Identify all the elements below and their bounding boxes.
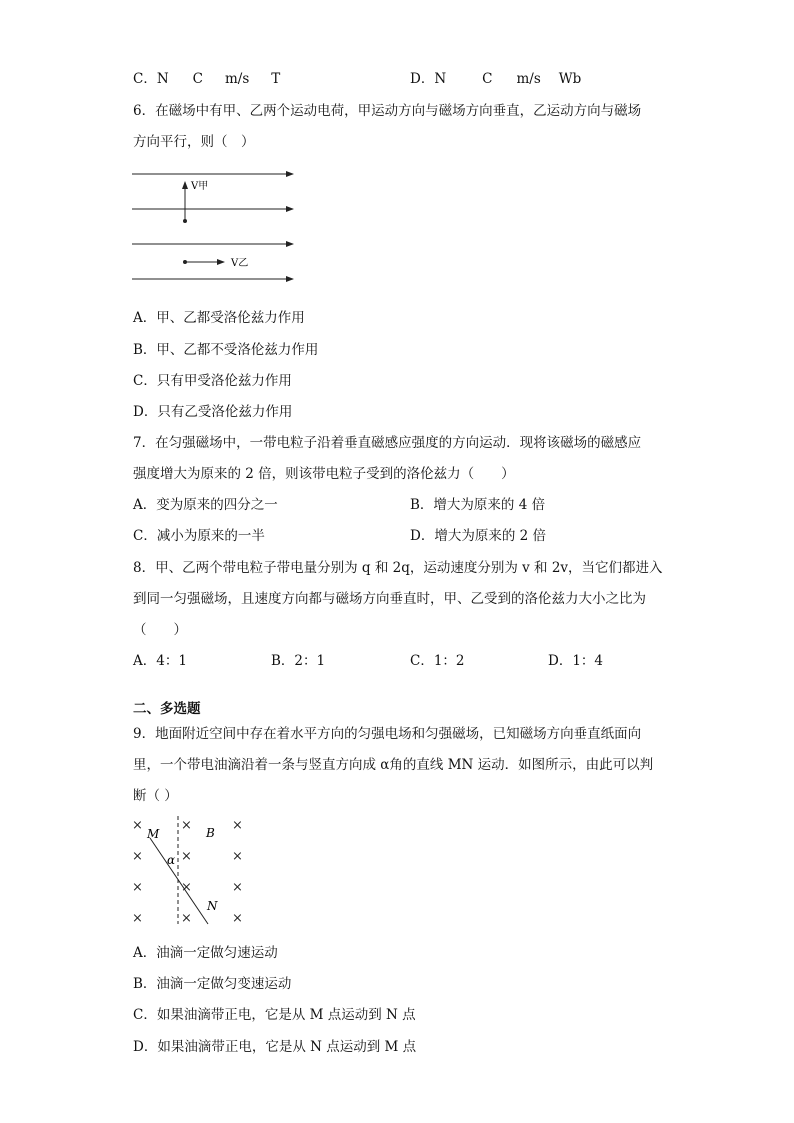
angle-alpha-label: α <box>167 853 176 867</box>
q5-option-c-label: C．N <box>133 71 169 87</box>
field-cross: × <box>181 880 192 895</box>
field-cross: × <box>181 818 192 833</box>
q5-option-d-label: D．N <box>410 71 447 87</box>
q8-stem-line-2: 到同一匀强磁场，且速度方向都与磁场方向垂直时，甲、乙受到的洛伦兹力大小之比为 <box>133 591 646 607</box>
q7-stem-line-1: 7．在匀强磁场中，一带电粒子沿着垂直磁感应强度的方向运动．现将该磁场的磁感应 <box>133 435 642 451</box>
q8-option-b: B．2：1 <box>271 653 326 669</box>
q7-option-b: B．增大为原来的 4 倍 <box>410 497 546 513</box>
q6-option-b: B．甲、乙都不受洛伦兹力作用 <box>133 342 319 358</box>
field-cross: × <box>132 849 143 864</box>
q5-option-d-unit-2: m/s <box>516 71 541 87</box>
point-m-label: M <box>147 827 160 841</box>
q7-option-c: C．减小为原来的一半 <box>133 528 265 544</box>
q6-option-d: D．只有乙受洛伦兹力作用 <box>133 404 293 420</box>
section-title-multiple-choice: 二、多选题 <box>133 701 201 717</box>
q6-stem-line-1: 6．在磁场中有甲、乙两个运动电荷，甲运动方向与磁场方向垂直，乙运动方向与磁场 <box>133 103 642 119</box>
velocity-jia-label: V甲 <box>191 181 209 192</box>
field-cross: × <box>181 911 192 926</box>
q6-option-c: C．只有甲受洛伦兹力作用 <box>133 373 292 389</box>
q5-option-c-unit-1: C <box>192 71 203 87</box>
field-cross: × <box>232 849 243 864</box>
q8-stem-line-1: 8．甲、乙两个带电粒子带电量分别为 q 和 2q，运动速度分别为 v 和 2v，当它们都进入 <box>133 560 663 576</box>
q5-option-d-unit-1: C <box>482 71 493 87</box>
q7-option-d: D．增大为原来的 2 倍 <box>410 528 546 544</box>
q9-stem-line-1: 9．地面附近空间中存在着水平方向的匀强电场和匀强磁场，已知磁场方向垂直纸面向 <box>133 726 642 742</box>
q7-stem-line-2: 强度增大为原来的 2 倍，则该带电粒子受到的洛伦兹力（ ） <box>133 466 515 482</box>
q8-stem-line-3: （ ） <box>133 622 187 638</box>
q9-option-c: C．如果油滴带正电，它是从 M 点运动到 N 点 <box>133 1007 416 1023</box>
q9-option-d: D．如果油滴带正电，它是从 N 点运动到 M 点 <box>133 1039 417 1055</box>
trajectory-mn <box>150 838 208 924</box>
q8-option-c: C．1：2 <box>410 653 465 669</box>
q7-option-a: A．变为原来的四分之一 <box>133 497 278 513</box>
q9-stem-line-2: 里，一个带电油滴沿着一条与竖直方向成 α角的直线 MN 运动．如图所示，由此可以判 <box>133 757 654 773</box>
field-cross: × <box>132 880 143 895</box>
q9-option-b: B．油滴一定做匀变速运动 <box>133 976 292 992</box>
q8-option-a: A．4：1 <box>133 653 187 669</box>
q6-option-a: A．甲、乙都受洛伦兹力作用 <box>133 310 305 326</box>
q6-stem-line-2: 方向平行，则（ ） <box>133 134 255 150</box>
field-cross: × <box>132 911 143 926</box>
field-b-label: B <box>206 826 215 840</box>
q8-option-d: D．1：4 <box>548 653 604 669</box>
q9-stem-line-3: 断（ ） <box>133 788 178 804</box>
q5-option-c <box>133 67 280 87</box>
point-n-label: N <box>207 899 218 913</box>
field-cross: × <box>232 818 243 833</box>
field-cross: × <box>232 880 243 895</box>
q9-option-a: A．油滴一定做匀速运动 <box>133 945 278 961</box>
q6-figure <box>128 160 308 290</box>
q9-figure <box>128 812 258 932</box>
field-cross: × <box>181 849 192 864</box>
q5-option-d <box>410 67 581 87</box>
velocity-yi-label: V乙 <box>231 258 249 269</box>
q5-option-c-unit-2: m/s <box>225 71 250 87</box>
field-cross: × <box>132 818 143 833</box>
q5-option-c-unit-3: T <box>271 71 281 87</box>
q5-option-d-unit-3: Wb <box>558 71 582 87</box>
field-cross: × <box>232 911 243 926</box>
